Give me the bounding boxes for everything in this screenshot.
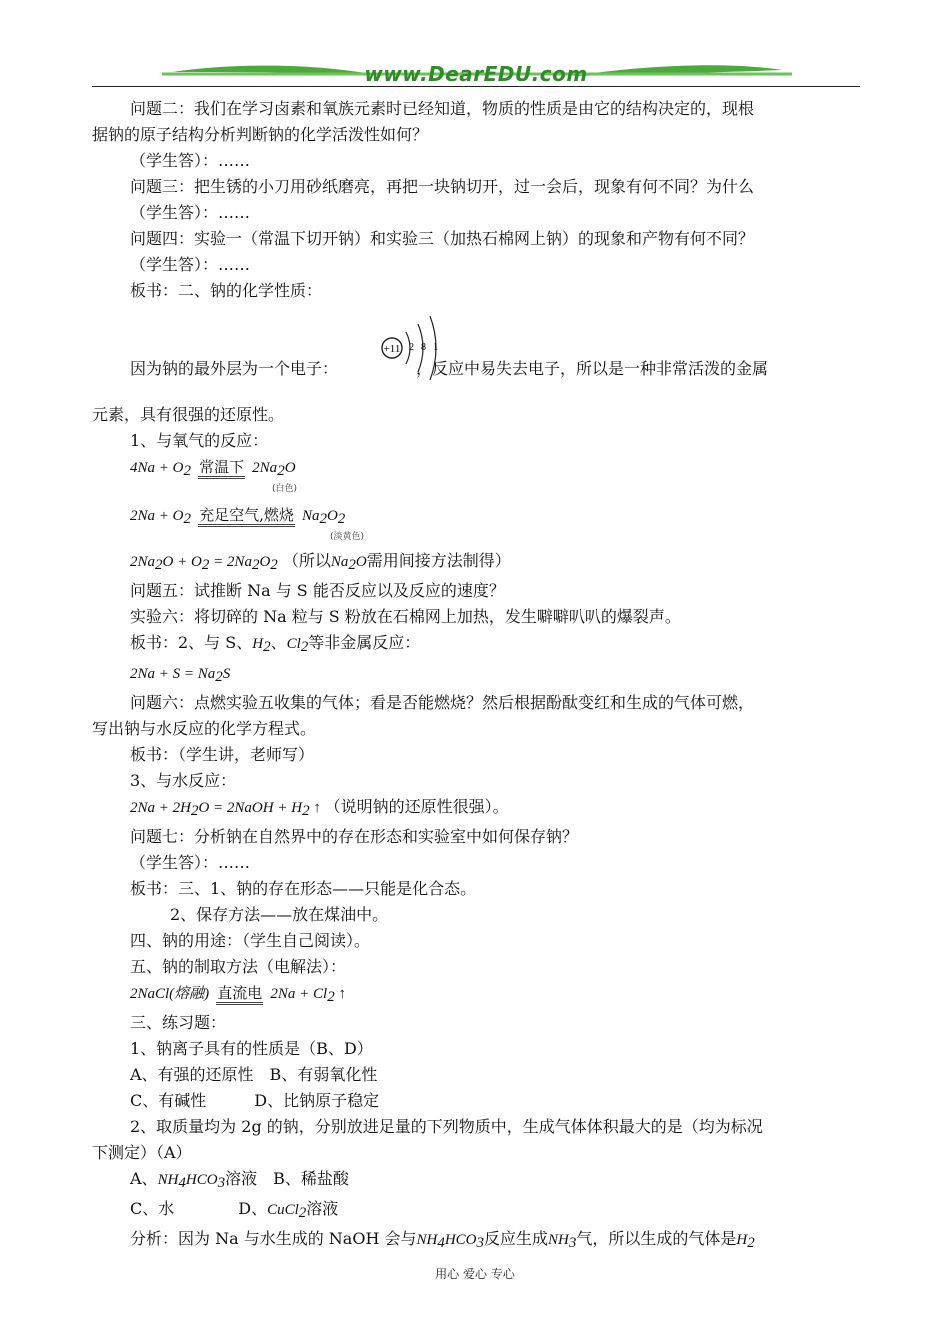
analysis-line: 分析：因为 Na 与水生成的 NaOH 会与$NH_4HCO_3$反应生成$NH_3$气，所以生成的气体是$H_2$ (130, 1229, 755, 1251)
exercise-2-options-ab: A、$NH_4HCO_3$溶液 B、稀盐酸 (130, 1169, 349, 1191)
question-2-line-1: 问题二：我们在学习卤素和氧族元素时已经知道，物质的性质是由它的结构决定的，现根 (130, 99, 755, 118)
student-answer-1: （学生答）：…… (130, 151, 251, 170)
equation-3: $2Na_2O + O_2 = 2Na_2O_2$ （所以$Na_2O$需用间接方法制得） (130, 551, 511, 573)
exercise-1: 1、钠离子具有的性质是（B、D） (130, 1039, 373, 1058)
site-logo-text: www.DearEDU.com (364, 62, 588, 86)
question-3: 问题三：把生锈的小刀用砂纸磨亮，再把一块钠切开，过一会后，现象有何不同？为什么 (130, 177, 755, 196)
board-heading-3: 板书：三、1、钠的存在形态——只能是化合态。 (130, 879, 477, 898)
student-answer-3: （学生答）：…… (130, 255, 251, 274)
board-heading-3b: 2、保存方法——放在煤油中。 (170, 905, 389, 924)
student-answer-2: （学生答）：…… (130, 203, 251, 222)
question-6-line-2: 写出钠与水反应的化学方程式。 (92, 719, 317, 738)
equation-1: $4Na + O_2$ 常温下 $2Na_2O$ (白色) (92, 454, 860, 502)
student-answer-4: （学生答）：…… (130, 853, 251, 872)
oxygen-reaction-title: 1、与氧气的反应： (130, 431, 269, 450)
equation-2-note: (淡黄色) (330, 532, 365, 542)
header-rule (92, 86, 860, 87)
atom-shell-1: 2 (409, 342, 414, 353)
equation-water: $2Na + 2H_2O$ = 2NaOH + $H_2$ ↑ （说明钠的还原性很强）。 (130, 797, 509, 819)
question-4: 问题四：实验一（常温下切开钠）和实验三（加热石棉网上钠）的现象和产物有何不同？ (130, 229, 755, 248)
exercise-2-options-cd: C、水 D、CuCl$_2$溶液 (130, 1199, 339, 1221)
question-7: 问题七：分析钠在自然界中的存在形态和实验室中如何保存钠？ (130, 827, 579, 846)
atom-shell-3: 1 (433, 342, 438, 353)
lesson-content (92, 96, 860, 1256)
because-line-2: 元素，具有很强的还原性。 (92, 405, 285, 424)
board-water: 板书：（学生讲，老师写） (130, 745, 315, 764)
sodium-preparation: 五、钠的制取方法（电解法）： (130, 957, 347, 976)
experiment-6: 实验六：将切碎的 Na 粒与 S 粉放在石棉网上加热，发生噼噼叭叭的爆裂声。 (130, 607, 681, 626)
exercise-2-line-2: 下测定）（A） (92, 1143, 192, 1162)
exercise-2-line-1: 2、取质量均为 2g 的钠，分别放进足量的下列物质中，生成气体体积最大的是（均为标况 (130, 1117, 763, 1136)
equation-sulfur: $2Na + S = Na_2S$ (130, 666, 231, 685)
because-line-1: 因为钠的最外层为一个电子： ，反应中易失去电子，所以是一种非常活泼的金属 (130, 359, 769, 378)
atom-shell-2: 8 (421, 342, 426, 353)
exercise-title: 三、练习题： (130, 1013, 227, 1032)
exercise-1-options-ab: A、有强的还原性 B、有弱氧化性 (130, 1065, 378, 1084)
page-footer: 用心 爱心 专心 (435, 1267, 515, 1281)
question-5: 问题五：试推断 Na 与 S 能否反应以及反应的速度？ (130, 581, 505, 600)
equation-1-note: (白色) (272, 484, 298, 494)
water-reaction-title: 3、与水反应： (130, 771, 237, 790)
board-heading-2: 板书：二、钠的化学性质： (130, 281, 323, 300)
question-2-line-2: 据钠的原子结构分析判断钠的化学活泼性如何？ (92, 125, 429, 144)
sodium-uses: 四、钠的用途：（学生自己阅读）。 (130, 931, 371, 950)
board-nonmetal: 板书：2、与 S、$H_2$、$Cl_2$等非金属反应： (130, 633, 421, 655)
atom-nucleus-label: +11 (383, 343, 401, 355)
question-6-line-1: 问题六：点燃实验五收集的气体；看是否能燃烧？然后根据酚酞变红和生成的气体可燃， (130, 693, 755, 712)
exercise-1-options-cd: C、有碱性 D、比钠原子稳定 (130, 1091, 380, 1110)
equation-electrolysis: 2NaCl(熔融) 直流电 $2Na + Cl_2$ ↑ (130, 984, 346, 1005)
equation-2: $2Na + O_2$ 充足空气,燃烧 $Na_2O_2$ (淡黄色) (92, 502, 860, 548)
